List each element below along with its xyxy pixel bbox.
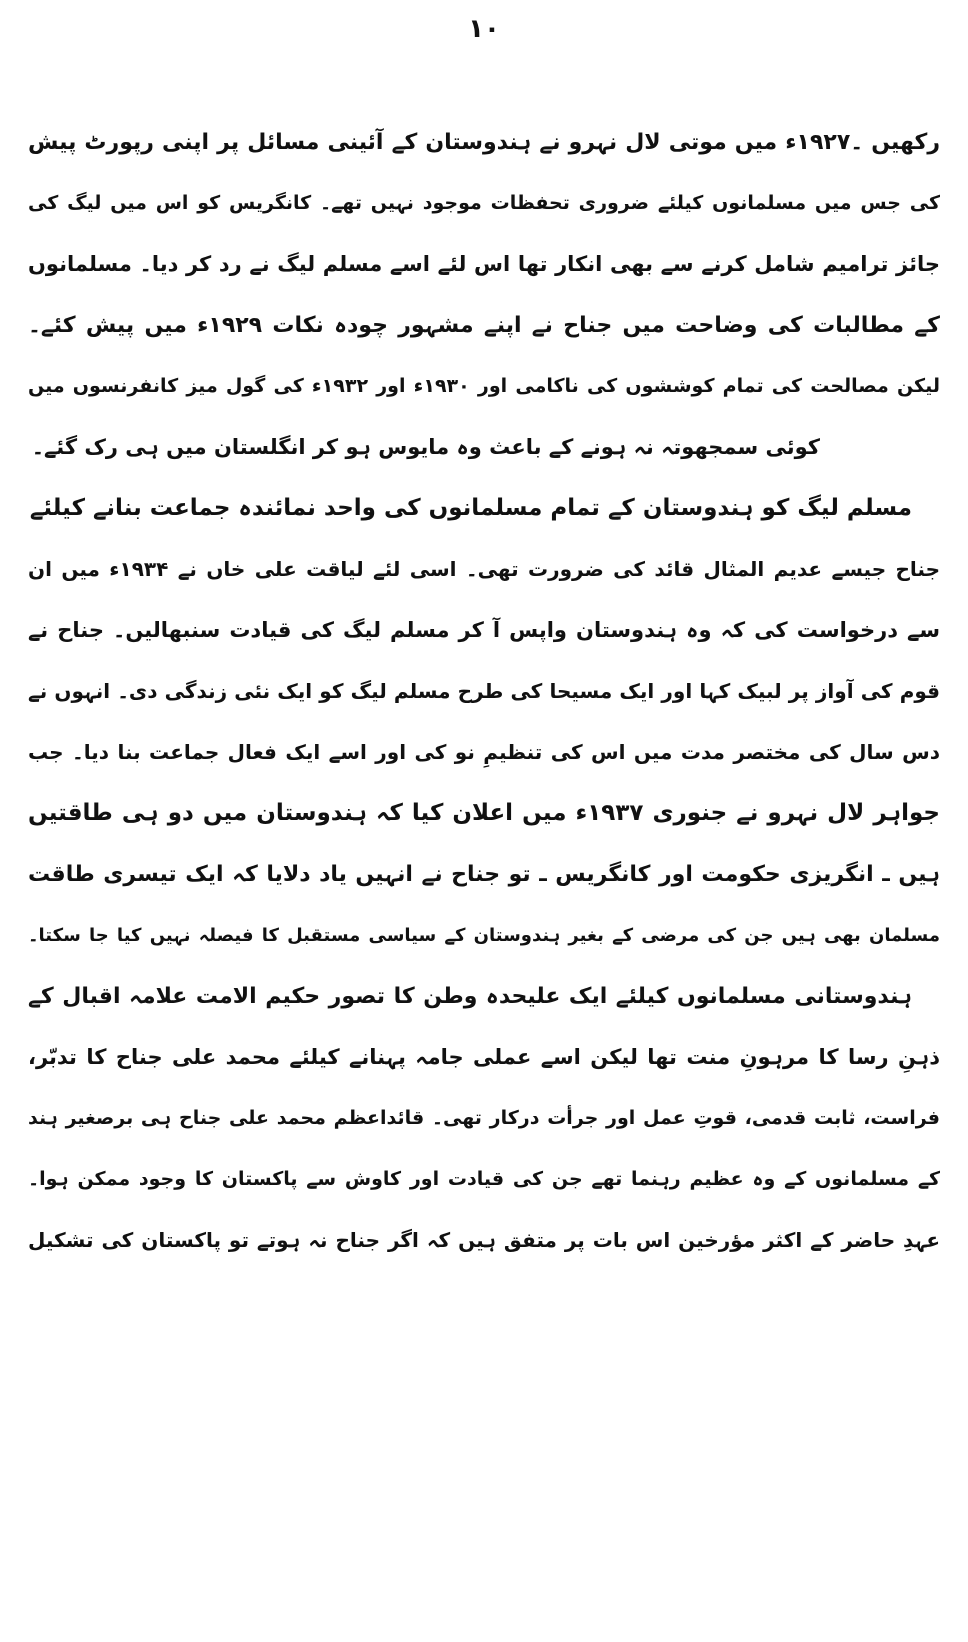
text-line: جواہر لال نہرو نے جنوری ۱۹۳۷ء میں اعلان کیا کہ ہندوستان میں دو ہی طاقتیں xyxy=(28,800,940,826)
text-line: سے درخواست کی کہ وہ ہندوستان واپس آ کر مسلم لیگ کی قیادت سنبھالیں۔ جناح نے xyxy=(28,618,940,642)
page-number: ۱۰ xyxy=(468,14,500,44)
text-line: عہدِ حاضر کے اکثر مؤرخین اس بات پر متفق ہیں کہ اگر جناح نہ ہوتے تو پاکستان کی تشکیل xyxy=(28,1228,940,1252)
text-line: کوئی سمجھوتہ نہ ہونے کے باعث وہ مایوس ہو کر انگلستان میں ہی رک گئے۔ xyxy=(31,435,820,459)
text-line: مسلمان بھی ہیں جن کی مرضی کے بغیر ہندوستان کے سیاسی مستقبل کا فیصلہ نہیں کیا جا سکتا۔ xyxy=(28,925,940,946)
text-line: کی جس میں مسلمانوں کیلئے ضروری تحفظات موجود نہیں تھے۔ کانگریس کو اس میں لیگ کی xyxy=(28,192,940,214)
text-line: کے مطالبات کی وضاحت میں جناح نے اپنے مشہور چودہ نکات ۱۹۲۹ء میں پیش کئے۔ xyxy=(28,313,940,338)
text-line: ہندوستانی مسلمانوں کیلئے ایک علیحدہ وطن کا تصور حکیم الامت علامہ اقبال کے xyxy=(28,984,912,1009)
text-line: قوم کی آواز پر لبیک کہا اور ایک مسیحا کی طرح مسلم لیگ کو ایک نئی زندگی دی۔ انہوں نے xyxy=(28,679,940,703)
text-line: دس سال کی مختصر مدت میں اس کی تنظیمِ نو کی اور اسے ایک فعال جماعت بنا دیا۔ جب xyxy=(28,740,940,764)
text-line: کے مسلمانوں کے وہ عظیم رہنما تھے جن کی قیادت اور کاوش سے پاکستان کا وجود ممکن ہوا۔ xyxy=(28,1168,940,1190)
text-line: لیکن مصالحت کی تمام کوششوں کی ناکامی اور ۱۹۳۰ء اور ۱۹۳۲ء کی گول میز کانفرنسوں میں xyxy=(28,375,940,397)
text-body xyxy=(28,112,940,1271)
text-line: ہیں ـ انگریزی حکومت اور کانگریس ـ تو جناح نے انہیں یاد دلایا کہ ایک تیسری طاقت xyxy=(28,862,940,887)
text-line: فراست، ثابت قدمی، قوتِ عمل اور جرأت درکار تھی۔ قائداعظم محمد علی جناح ہی برصغیر ہند xyxy=(28,1107,940,1129)
text-line: رکھیں ۔۱۹۲۷ء میں موتی لال نہرو نے ہندوستان کے آئینی مسائل پر اپنی رپورٹ پیش xyxy=(28,130,940,155)
text-line: مسلم لیگ کو ہندوستان کے تمام مسلمانوں کی واحد نمائندہ جماعت بنانے کیلئے xyxy=(29,495,912,521)
text-line: ذہنِ رسا کا مرہونِ منت تھا لیکن اسے عملی جامہ پہنانے کیلئے محمد علی جناح کا تدبّر، xyxy=(28,1045,940,1069)
text-line: جناح جیسے عدیم المثال قائد کی ضرورت تھی۔ اسی لئے لیاقت علی خاں نے ۱۹۳۴ء میں ان xyxy=(28,557,940,581)
text-line: جائز ترامیم شامل کرنے سے بھی انکار تھا اس لئے اسے مسلم لیگ نے رد کر دیا۔ مسلمانوں xyxy=(28,252,940,276)
